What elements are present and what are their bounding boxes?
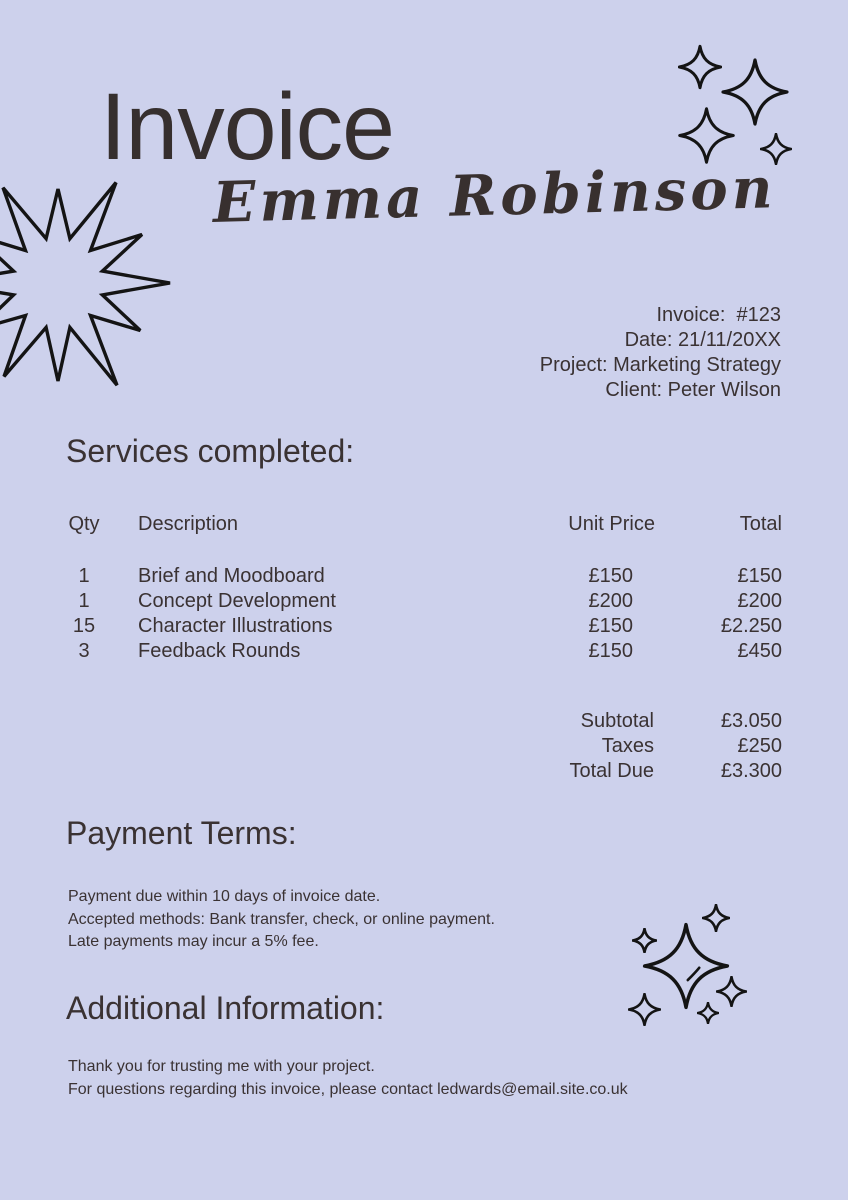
sparkle-icon: [678, 43, 722, 91]
row-unit-price: £200: [588, 590, 633, 612]
row-description: Brief and Moodboard: [138, 565, 325, 587]
row-qty: 1: [78, 590, 90, 612]
table-row: [0, 589, 848, 614]
row-unit-price: £150: [588, 615, 633, 637]
summary-value: £250: [737, 735, 782, 757]
summary-label: Taxes: [601, 735, 654, 757]
summary-label: Subtotal: [580, 710, 654, 732]
row-total: £450: [737, 640, 782, 662]
author-name: Emma Robinson: [212, 155, 778, 236]
col-header-total: Total: [739, 513, 782, 535]
payment-terms-line: Late payments may incur a 5% fee.: [68, 933, 319, 950]
sparkle-icon: [697, 1002, 719, 1024]
invoice-date: Date: 21/11/20XX: [624, 329, 781, 351]
payment-terms-heading: Payment Terms:: [66, 815, 297, 851]
payment-terms-line: Payment due within 10 days of invoice date.: [68, 888, 381, 905]
row-qty: 3: [78, 640, 90, 662]
row-total: £2.250: [720, 615, 782, 637]
payment-terms-line: Accepted methods: Bank transfer, check, or online payment.: [68, 910, 495, 928]
services-heading: Services completed:: [66, 433, 355, 469]
row-description: Feedback Rounds: [138, 640, 301, 662]
row-unit-price: £150: [588, 640, 633, 662]
row-qty: 1: [78, 565, 90, 587]
col-header-description: Description: [138, 513, 239, 535]
additional-info-line: Thank you for trusting me with your project.: [68, 1058, 375, 1075]
row-total: £200: [737, 590, 782, 612]
summary-value: £3.050: [720, 710, 782, 732]
sparkle-icon: [628, 993, 661, 1026]
invoice-project: Project: Marketing Strategy: [539, 354, 781, 376]
table-header-row: [0, 512, 848, 537]
col-header-unit-price: Unit Price: [568, 513, 655, 535]
summary-value: £3.300: [720, 760, 782, 782]
payment-terms-text: [68, 886, 495, 954]
sparkle-icon: [716, 976, 747, 1007]
sparkle-icon: [678, 107, 735, 164]
invoice-meta: [540, 303, 781, 403]
table-row: [0, 564, 848, 589]
row-description: Character Illustrations: [138, 615, 333, 637]
invoice-number: Invoice: #123: [656, 304, 781, 326]
additional-info-text: [68, 1056, 628, 1101]
invoice-client: Client: Peter Wilson: [605, 379, 781, 401]
table-row: [0, 614, 848, 639]
summary-row-total-due: [0, 759, 848, 784]
row-description: Concept Development: [138, 590, 336, 612]
additional-info-line: For questions regarding this invoice, please contact ledwards@email.site.co.uk: [68, 1080, 628, 1098]
starburst-icon: [0, 158, 183, 408]
row-unit-price: £150: [588, 565, 633, 587]
summary-row-subtotal: [0, 709, 848, 734]
summary-label: Total Due: [569, 760, 654, 782]
col-header-qty: Qty: [68, 513, 100, 535]
additional-info-heading: Additional Information:: [66, 990, 385, 1026]
summary-row-taxes: [0, 734, 848, 759]
table-row: [0, 639, 848, 664]
row-total: £150: [737, 565, 782, 587]
page-title: Invoice: [100, 74, 395, 180]
row-qty: 15: [72, 615, 96, 637]
